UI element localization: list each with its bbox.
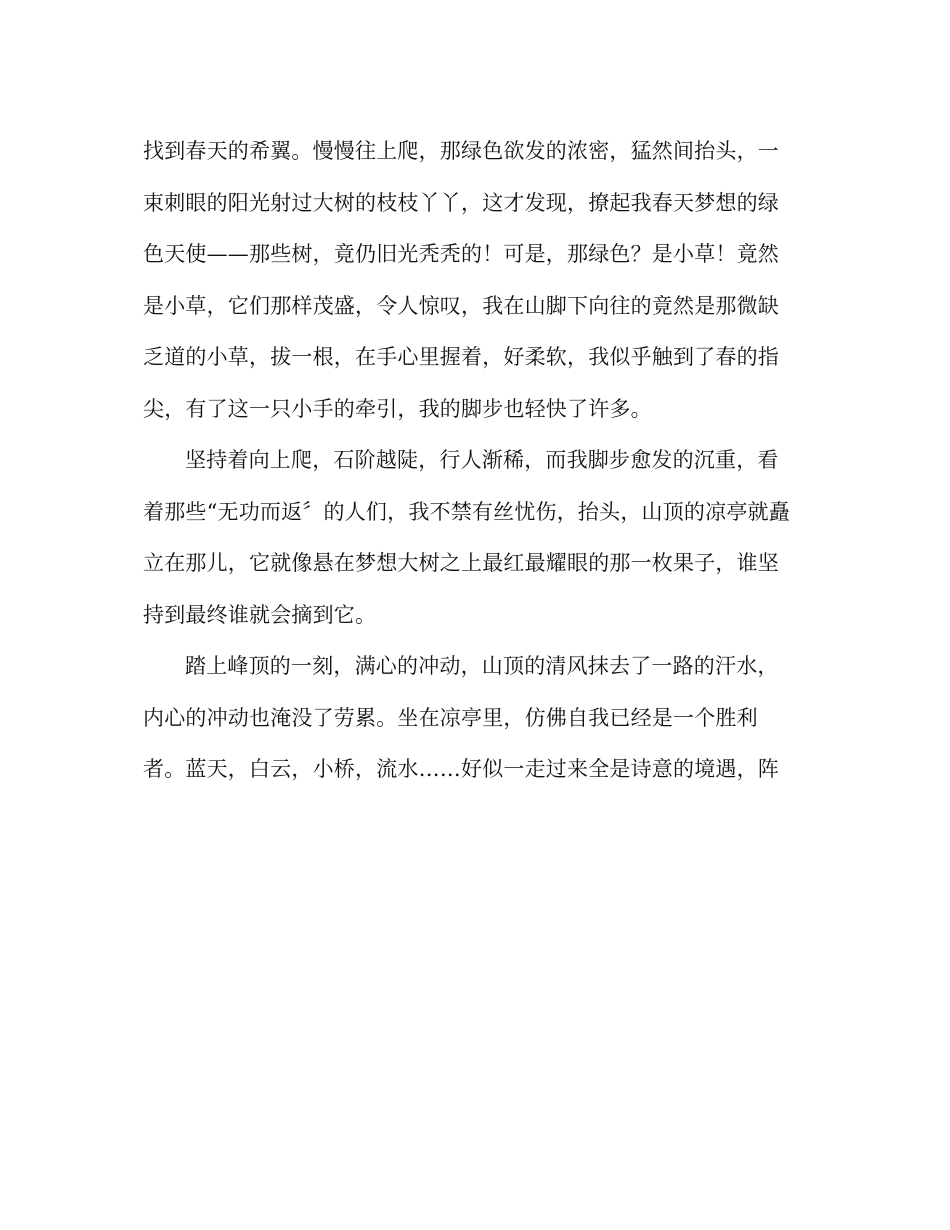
text-line: 乏道的小草，拔一根，在手心里握着，好柔软，我似乎触到了春的指 xyxy=(143,345,779,369)
paragraph-start-line: 踏上峰顶的一刻，满心的冲动，山顶的清风抹去了一路的汗水， xyxy=(185,654,779,678)
text-line: 内心的冲动也淹没了劳累。坐在凉亭里，仿佛自我已经是一个胜利 xyxy=(143,705,758,730)
text-line: 者。蓝天，白云，小桥，流水……好似一走过来全是诗意的境遇，阵 xyxy=(143,757,779,781)
text-line: 立在那儿，它就像悬在梦想大树之上最红最耀眼的那一枚果子，谁坚 xyxy=(143,551,779,575)
text-line: 持到最终谁就会摘到它。 xyxy=(143,602,377,627)
text-line: 束刺眼的阳光射过大树的枝枝丫丫，这才发现，撩起我春天梦想的绿 xyxy=(143,190,779,215)
text-line: 是小草，它们那样茂盛，令人惊叹，我在山脚下向往的竟然是那微缺 xyxy=(143,293,779,318)
essay-text xyxy=(143,126,815,796)
text-line: 找到春天的希翼。慢慢往上爬，那绿色欲发的浓密，猛然间抬头，一 xyxy=(143,139,779,163)
text-line: 色天使——那些树，竟仍旧光秃秃的！可是，那绿色？是小草！竟然 xyxy=(143,242,779,266)
text-line: 尖，有了这一只小手的牵引，我的脚步也轻快了许多。 xyxy=(143,396,652,421)
text-line: 着那些“无功而返〞的人们，我不禁有丝忧伤，抬头，山顶的凉亭就矗 xyxy=(143,499,790,524)
paragraph-start-line: 坚持着向上爬，石阶越陡，行人渐稀，而我脚步愈发的沉重，看 xyxy=(185,448,779,472)
